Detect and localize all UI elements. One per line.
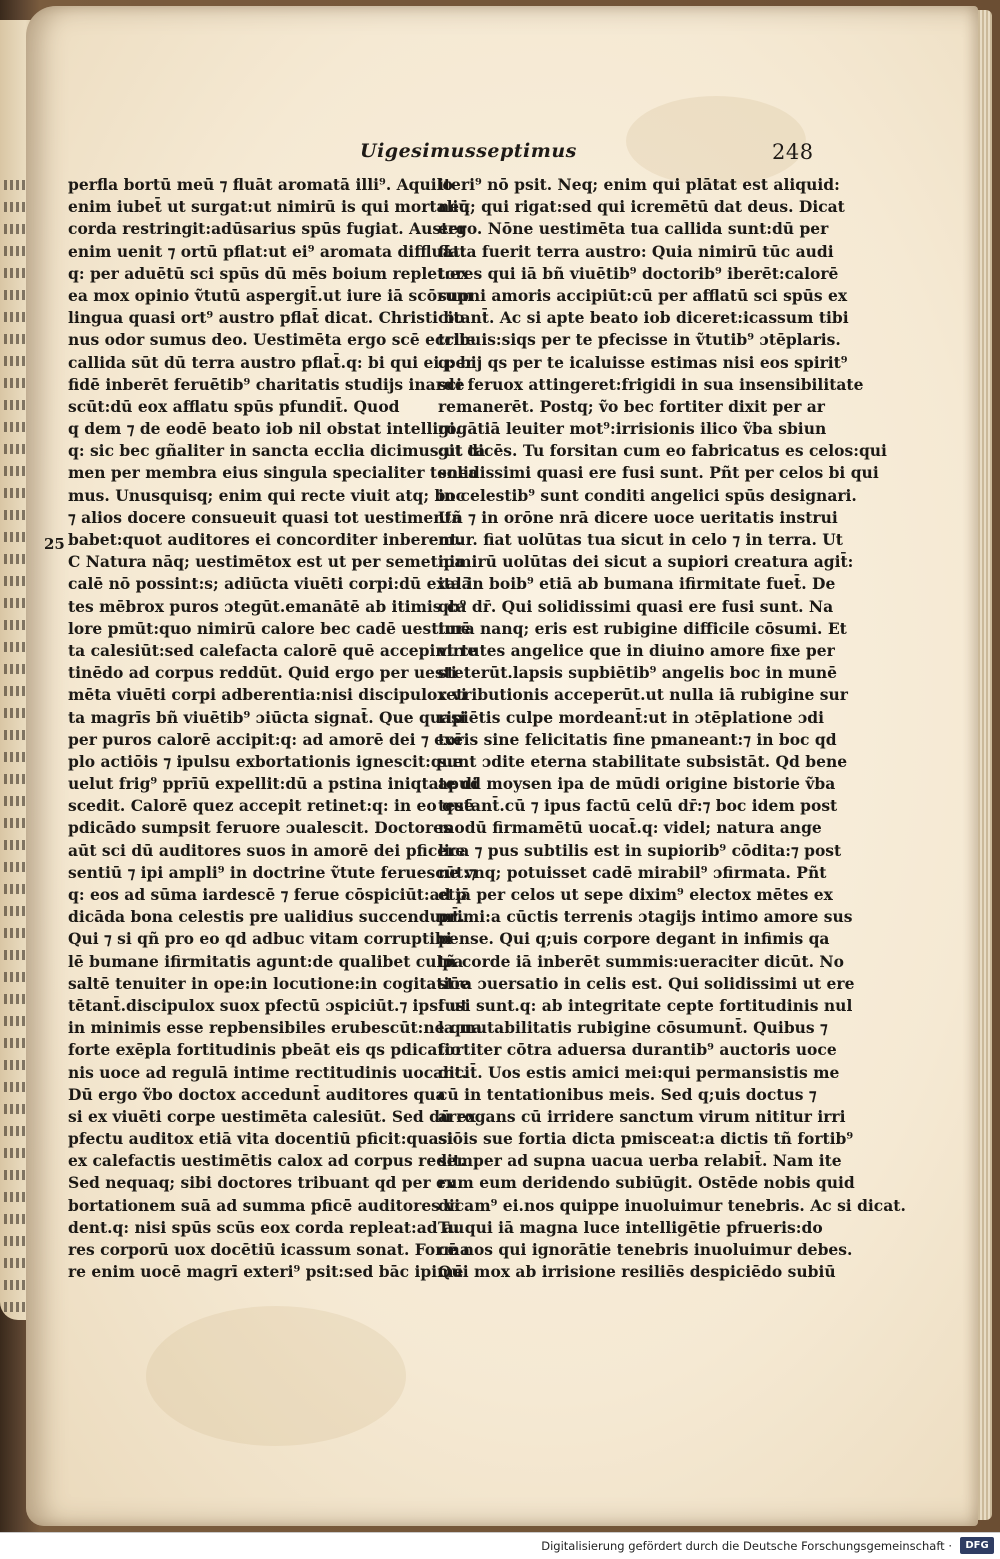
text-line: per puros calorē accipit:q: ad amorē dei ⁊ exē bbox=[68, 729, 464, 749]
text-line: fortiter cōtra aduersa durantib⁹ auctoris uoce bbox=[438, 1040, 837, 1060]
text-line: enim uenit ⁊ ortū pflat:ut ei⁹ aromata diffluāt: bbox=[68, 241, 466, 261]
text-line: lingua quasi ort⁹ austro pflat̄ dicat. Christi bo bbox=[68, 308, 465, 328]
text-line: C Natura nāq; uestimētox est ut per semetipa bbox=[68, 552, 465, 572]
left-text-column bbox=[68, 174, 486, 1283]
text-line: rum eum deridendo subiūgit. Ostēde nobis quid bbox=[438, 1173, 855, 1193]
text-line: bortationem suā ad summa pficē auditores vi bbox=[68, 1195, 461, 1215]
text-line: Qui mox ab irrisione resiliēs despiciēdo subiū bbox=[438, 1262, 836, 1282]
text-line: lē bumane ifirmitatis agunt:de qualibet culpa bbox=[68, 951, 464, 971]
text-line: Uñ ⁊ in orōne nrā dicere uoce ueritatis instrui bbox=[438, 507, 838, 527]
text-line: calē nō possint:s; adiūcta viuēti corpi:dū exalā bbox=[68, 574, 472, 594]
text-line: ta magrīs bñ viuētib⁹ ɔiūcta signat̄. Que quasi bbox=[68, 707, 466, 727]
text-line: sci feruox attingeret:frigidi in sua insensibilitate bbox=[438, 374, 864, 394]
text-line: q: bij qs per te icaluisse estimas nisi eos spirit⁹ bbox=[438, 352, 848, 372]
text-line: tētant̄.discipulox suox pfectū ɔspiciūt.⁊ ipsi ut bbox=[68, 995, 468, 1015]
text-line: citant̄. Ac si apte beato iob diceret:icassum tibi bbox=[438, 308, 849, 328]
text-line: dicāda bona celestis pre ualidius succendunt̄. bbox=[68, 907, 465, 927]
text-line: callida sūt dū terra austro pflat̄.q: bi qui ei per bbox=[68, 352, 474, 372]
marginal-section-number: 25 bbox=[44, 535, 65, 553]
text-line: toris sine felicitatis fine pmaneant:⁊ in boc qd bbox=[438, 729, 837, 749]
text-line: pense. Qui q;uis corpore degant in infimis qa bbox=[438, 929, 830, 949]
text-line: cē nos qui ignorātie tenebris inuoluimur debes. bbox=[438, 1240, 853, 1259]
text-line: ta calesiūt:sed calefacta calorē quē accepint re bbox=[68, 640, 478, 660]
text-line: dicit̄. Uos estis amici mei:qui permansistis me bbox=[438, 1062, 840, 1082]
text-line: cū in tentationibus meis. Sed q;uis doctus ⁊ bbox=[438, 1084, 817, 1104]
text-line: rogātiā leuiter mot⁹:irrisionis ilico ṽba sbiun bbox=[438, 419, 827, 439]
page-header bbox=[360, 140, 820, 168]
text-line: modū firmamētū uocat̄.q: videl; natura ange bbox=[438, 818, 822, 838]
text-line: qb⁹ dr̄. Qui solidissimi quasi ere fusi sunt. Na bbox=[438, 596, 834, 616]
text-line: tinēdo ad corpus reddūt. Quid ergo per uesti bbox=[68, 663, 457, 683]
right-text-column bbox=[438, 174, 906, 1283]
text-line: q: per aduētū sci spūs dū mēs boium replet:ex bbox=[68, 263, 470, 283]
text-line: pfectu auditox etiā vita docentiū pficit:quasi bbox=[68, 1129, 454, 1149]
text-line: tes mēbrox puros ɔtegūt.emanātē ab itimis ca bbox=[68, 596, 467, 616]
text-line: remanerēt. Postq; ṽo bec fortiter dixit per ar bbox=[438, 396, 825, 416]
text-line: virtutes angelice que in diuino amore fixe per bbox=[438, 640, 835, 660]
text-line: ripiētis culpe mordeant̄:ut in ɔtēplatione ɔdi bbox=[438, 707, 824, 727]
text-line: in celestib⁹ sunt conditi angelici spūs designari. bbox=[438, 485, 857, 505]
text-line: solidissimi quasi ere fusi sunt. Pñt per celos bi qui bbox=[438, 463, 879, 483]
text-line: la mutabilitatis rubigine cōsumunt̄. Quibus ⁊ bbox=[438, 1018, 828, 1038]
text-line: dicam⁹ ei.nos quippe inuoluimur tenebris. Ac si dicat. bbox=[438, 1195, 906, 1215]
text-line: iteri⁹ nō psit. Neq; enim qui plātat est aliquid: bbox=[438, 175, 840, 194]
text-line: ita in boib⁹ etiā ab bumana ifirmitate fuet̄. De bbox=[438, 574, 836, 594]
text-line: steterūt.lapsis supbiētib⁹ angelis boc in munē bbox=[438, 663, 838, 683]
text-line: perfla bortū meū ⁊ fluāt aromatā illi⁹. Aquilo bbox=[68, 175, 453, 194]
text-line: q: sic bec gñaliter in sancta ecclia dicimus:ut ta bbox=[68, 441, 486, 461]
text-line: enim iubet̄ ut surgat:ut nimirū is qui mortaliū bbox=[68, 197, 470, 217]
text-line: primi:a cūctis terrenis ɔtagijs intimo amore sus bbox=[438, 907, 853, 927]
funding-notice: Digitalisierung gefördert durch die Deutsche Forschungsgemeinschaft · bbox=[541, 1539, 952, 1553]
text-line: fusi sunt.q: ab integritate cepte fortitudinis nul bbox=[438, 995, 853, 1015]
text-line: git dicēs. Tu forsitan cum eo fabricatus es celos:qui bbox=[438, 441, 887, 461]
text-line: aūt sci dū auditores suos in amorē dei pficere bbox=[68, 840, 466, 860]
text-line: ne vnq; potuisset cadē mirabil⁹ ɔfirmata. Pñt bbox=[438, 862, 827, 882]
text-line: Qui ⁊ si qñ pro eo qd adbuc vitam corruptibi bbox=[68, 929, 452, 949]
text-line: men per membra eius singula specialiter tenea bbox=[68, 463, 479, 483]
text-line: scūt:dū eox afflatu spūs pfundit̄. Quod bbox=[68, 396, 400, 416]
text-line: testant̄.cū ⁊ ipus factū celū dr̄:⁊ boc idem post bbox=[438, 796, 838, 816]
text-line: Tu qui iā magna luce intelligētie pfrueris:do bbox=[438, 1217, 823, 1237]
text-line: tura nanq; eris est rubigine difficile cōsumi. Et bbox=[438, 618, 847, 638]
text-line: re enim uocē magrī exteri⁹ psit:sed bāc ipimē bbox=[68, 1262, 464, 1282]
text-line: semper ad supna uacua uerba relabit̄. Nam ite bbox=[438, 1151, 842, 1171]
text-line: ex calefactis uestimētis calox ad corpus redit. bbox=[68, 1151, 466, 1171]
text-line: babet:quot auditores ei concorditer inberent. bbox=[68, 530, 463, 549]
text-line: dent.q: nisi spūs scūs eox corda repleat:ad au bbox=[68, 1217, 465, 1237]
text-line: lore pmūt:quo nimirū calore bec cadē uestimē bbox=[68, 618, 471, 638]
text-line: si ex viuēti corpe uestimēta calesiūt. Sed dū ex bbox=[68, 1106, 476, 1126]
footer-bar bbox=[0, 1532, 1000, 1559]
text-line: ergo. Nōne uestimēta tua callida sunt:dū per bbox=[438, 219, 829, 239]
text-line: flata fuerit terra austro: Quia nimirū tūc audi bbox=[438, 241, 834, 261]
text-line: Sed nequaq; sibi doctores tribuant qd per ex bbox=[68, 1173, 456, 1193]
text-line: etiā per celos ut sepe dixim⁹ electox mētes ex bbox=[438, 885, 833, 904]
text-line: fidē inberēt feruētib⁹ charitatis studijs inarde bbox=[68, 374, 465, 394]
text-line: neq; qui rigat:sed qui icremētū dat deus. Dicat bbox=[438, 197, 845, 217]
text-line: forte exēpla fortitudinis pbeāt eis qs pdicatio bbox=[68, 1040, 461, 1060]
text-line: supni amoris accipiūt:cū per afflatū sci spūs ex bbox=[438, 285, 848, 305]
running-title: Uigesimusseptimus bbox=[360, 140, 577, 162]
text-line: Dū ergo ṽbo doctox accedunt̄ auditores qua bbox=[68, 1084, 446, 1104]
text-line: ea mox opinio ṽtutū aspergit̄.ut iure iā scōrum bbox=[68, 285, 473, 305]
text-line: tñ corde iā inberēt summis:ueraciter dicūt. No bbox=[438, 951, 844, 971]
text-line: ⁊ alios docere consueuit quasi tot uestimenta bbox=[68, 507, 462, 527]
paper-stain bbox=[146, 1306, 406, 1446]
text-line: saltē tenuiter in ope:in locutione:in cogitatiōe bbox=[68, 973, 470, 993]
text-line: sunt ɔdite eterna stabilitate subsistāt. Qd bene bbox=[438, 751, 848, 771]
text-line: corda restringit:adūsarius spūs fugiat. Auster bbox=[68, 219, 467, 239]
text-line: tribuis:siqs per te pfecisse in ṽtutib⁹ ɔtēplaris. bbox=[438, 330, 841, 350]
text-line: apud moysen ipa de mūdi origine bistorie ṽba bbox=[438, 774, 836, 794]
text-line: nis uoce ad regulā intime rectitudinis uocant. bbox=[68, 1062, 468, 1082]
text-line: sentiū ⁊ ipi ampli⁹ in doctrine ṽtute feruescūt:⁊ bbox=[68, 862, 477, 882]
text-line: tores qui iā bñ viuētib⁹ doctorib⁹ iberēt:calorē bbox=[438, 263, 839, 283]
text-line: retributionis acceperūt.ut nulla iā rubigine sur bbox=[438, 685, 848, 705]
text-line: siōis sue fortia dicta pmisceat:a dictis tñ fortib⁹ bbox=[438, 1129, 854, 1149]
text-line: res corporū uox docētiū icassum sonat. Forma bbox=[68, 1240, 470, 1259]
text-line: stra ɔuersatio in celis est. Qui solidissimi ut ere bbox=[438, 973, 855, 993]
text-line: nimirū uolūtas dei sicut a supiori creatura agit̄: bbox=[438, 552, 854, 572]
dfg-logo: DFG bbox=[960, 1537, 994, 1554]
text-line: pdicādo sumpsit feruore ɔualescit. Doctores bbox=[68, 818, 452, 838]
text-line: mēta viuēti corpi adberentia:nisi discipulox vi bbox=[68, 685, 467, 705]
text-line: mus. Unusquisq; enim qui recte viuit atq; boc bbox=[68, 485, 466, 505]
text-line: nus odor sumus deo. Uestimēta ergo scē ecclie bbox=[68, 330, 476, 350]
text-line: mur. fiat uolūtas tua sicut in celo ⁊ in terra. Ut bbox=[438, 530, 843, 549]
text-line: in minimis esse repbensibiles erubescūt:ne qua bbox=[68, 1018, 483, 1038]
text-line: plo actiōis ⁊ ipulsu exbortationis ignescit:que bbox=[68, 751, 463, 771]
text-line: q dem ⁊ de eodē beato iob nil obstat intelligi. bbox=[68, 419, 461, 439]
text-line: lica ⁊ pus subtilis est in supiorib⁹ cōdita:⁊ post bbox=[438, 840, 842, 860]
text-line: scedit. Calorē quez accepit retinet:q: in eo quē bbox=[68, 796, 475, 816]
text-line: q: eos ad sūma iardescē ⁊ ferue cōspiciūt:ad p bbox=[68, 885, 467, 904]
folio-number: 248 bbox=[772, 140, 814, 164]
text-line: uelut frig⁹ pprīū expellit:dū a pstina iniqtate di bbox=[68, 774, 478, 794]
text-line: arrogans cū irridere sanctum virum nititur irri bbox=[438, 1106, 846, 1126]
